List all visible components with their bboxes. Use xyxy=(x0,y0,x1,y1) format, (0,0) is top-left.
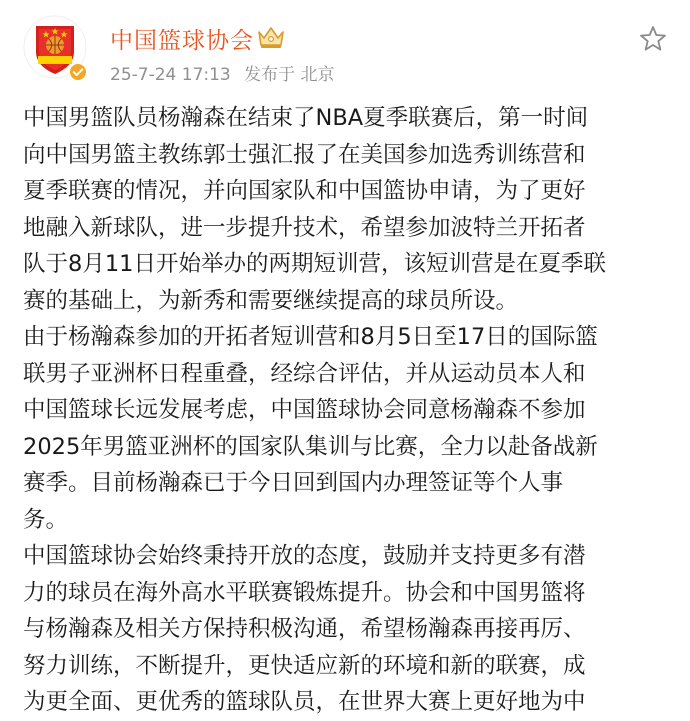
post-text-line: 务。 xyxy=(23,506,69,533)
post-text-line: 由于杨瀚森参加的开拓者短训营和8月5日至17日的国际篮 xyxy=(23,324,598,350)
post-text-line: 向中国男篮主教练郭士强汇报了在美国参加选秀训练营和 xyxy=(23,141,586,168)
post-text-line: 队于8月11日开始举办的两期短训营，该短训营是在夏季联 xyxy=(23,251,606,277)
post-text-line: 为更全面、更优秀的篮球队员，在世界大赛上更好地为中 xyxy=(23,689,586,715)
post-meta xyxy=(110,60,343,85)
post-text-line: 夏季联赛的情况，并向国家队和中国篮协申请，为了更好 xyxy=(23,178,586,204)
post-header xyxy=(0,0,690,100)
post-location: 发布于 北京 xyxy=(244,65,335,85)
post-text-line: 中国篮球长远发展考虑，中国篮球协会同意杨瀚森不参加 xyxy=(23,397,586,423)
author-name[interactable]: 中国篮球协会 xyxy=(110,28,254,54)
post-text-line: 中国男篮队员杨瀚森在结束了NBA夏季联赛后，第一时间 xyxy=(23,105,589,131)
post-text-line: 努力训练，不断提升，更快适应新的环境和新的联赛，成 xyxy=(23,652,586,679)
verified-badge-icon xyxy=(68,62,88,82)
crown-icon[interactable] xyxy=(256,24,286,50)
post-text-line: 中国篮球协会始终秉持开放的态度，鼓励并支持更多有潜 xyxy=(23,543,586,569)
avatar-container[interactable] xyxy=(22,14,88,80)
post-text-line: 赛季。目前杨瀚森已于今日回到国内办理签证等个人事 xyxy=(23,470,564,496)
post-text-line: 地融入新球队，进一步提升技术，希望参加波特兰开拓者 xyxy=(23,214,586,241)
post-body xyxy=(23,100,673,721)
post-text-line: 力的球员在海外高水平联赛锻炼提升。协会和中国男篮将 xyxy=(23,579,586,606)
post-date: 25-7-24 17:13 xyxy=(110,65,231,85)
post-text-line: 与杨瀚森及相关方保持积极沟通，希望杨瀚森再接再厉、 xyxy=(23,616,586,642)
star-icon[interactable] xyxy=(638,24,668,54)
post-text-line: 联男子亚洲杯日程重叠，经综合评估，并从运动员本人和 xyxy=(23,360,586,387)
post-text-line: 2025年男篮亚洲杯的国家队集训与比赛，全力以赴备战新 xyxy=(23,433,598,460)
post-text-line: 赛的基础上，为新秀和需要继续提高的球员所设。 xyxy=(23,287,519,314)
